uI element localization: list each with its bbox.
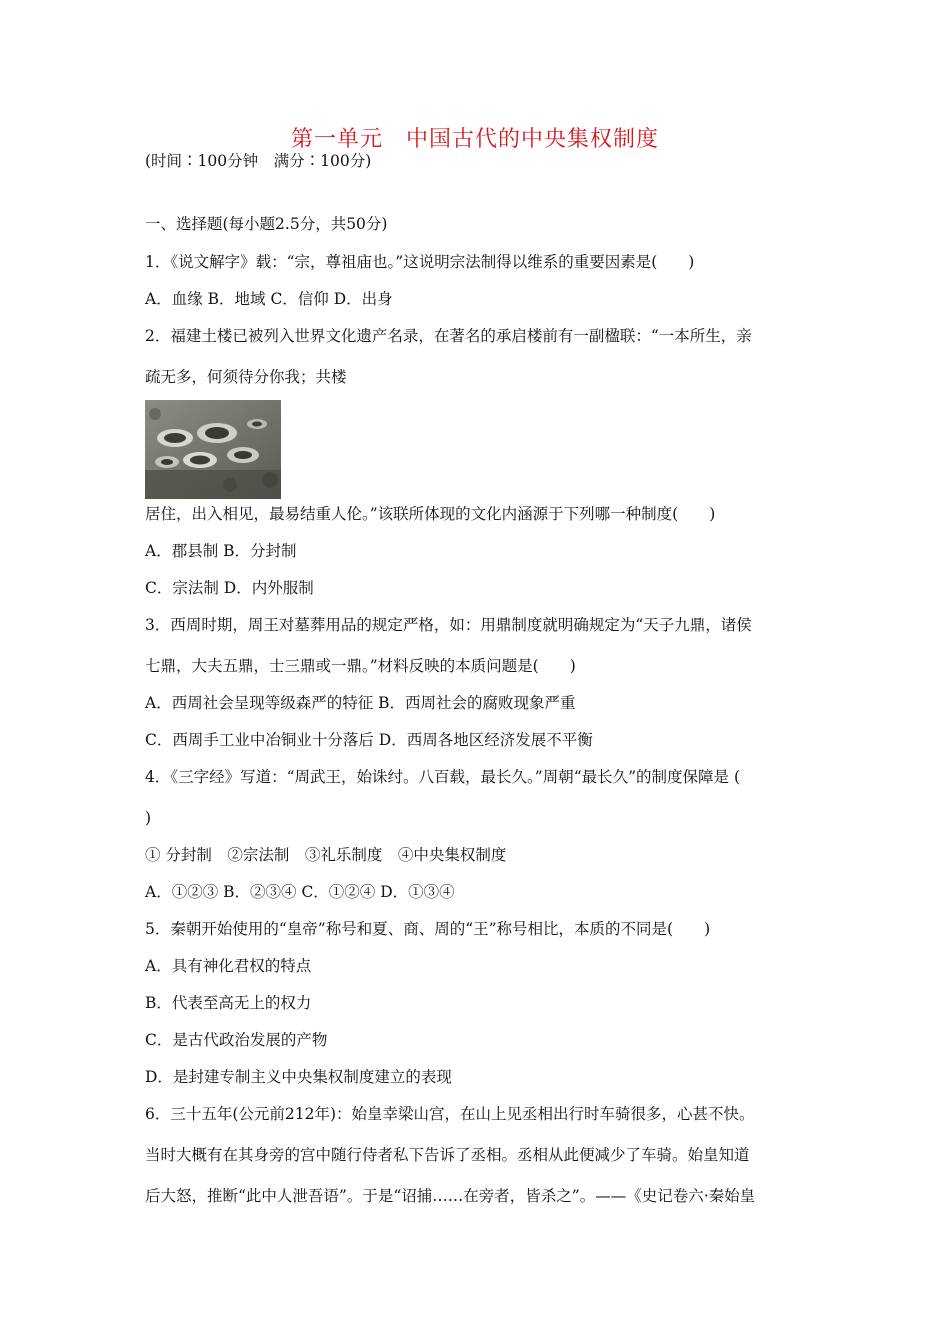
q6-stem-line3: 后大怒，推断“此中人泄吾语”。于是“诏捕……在旁者，皆杀之”。——《史记卷六·秦始皇 [145,1187,756,1205]
q4-stem-line1: 4．《三字经》写道：“周武王，始诛纣。八百载，最长久。”周朝“最长久”的制度保障是 ( [145,768,741,786]
q3-options-line2: C．西周手工业中冶铜业十分落后 D．西周各地区经济发展不平衡 [145,731,593,749]
q2-stem-line1: 2．福建土楼已被列入世界文化遗产名录，在著名的承启楼前有一副楹联：“一本所生，亲 [145,327,752,345]
q5-option-d: D．是封建专制主义中央集权制度建立的表现 [145,1068,452,1086]
q3-stem-line1: 3．西周时期，周王对墓葬用品的规定严格，如：用鼎制度就明确规定为“天子九鼎，诸侯 [145,616,752,634]
q3-stem-line2: 七鼎，大夫五鼎，士三鼎或一鼎。”材料反映的本质问题是( ) [145,657,576,675]
q5-option-b: B．代表至高无上的权力 [145,994,312,1012]
tulou-photo [145,400,281,499]
q3-options-line1: A．西周社会呈现等级森严的特征 B．西周社会的腐败现象严重 [145,694,576,712]
q4-options: A．①②③ B．②③④ C．①②④ D．①③④ [145,883,455,901]
q6-stem-line1: 6．三十五年(公元前212年)：始皇幸梁山宫，在山上见丞相出行时车骑很多，心甚不快。 [145,1105,755,1123]
q2-options-line1: A．郡县制 B．分封制 [145,542,297,560]
section-heading: 一、选择题(每小题2.5分，共50分) [145,215,388,233]
q1-stem: 1．《说文解字》载：“宗，尊祖庙也。”这说明宗法制得以维系的重要因素是( ) [145,253,695,271]
q2-stem-line3: 居住，出入相见，最易结重人伦。”该联所体现的文化内涵源于下列哪一种制度( ) [145,505,716,523]
q4-items: ① 分封制 ②宗法制 ③礼乐制度 ④中央集权制度 [145,846,507,864]
q5-stem: 5．秦朝开始使用的“皇帝”称号和夏、商、周的“王”称号相比，本质的不同是( ) [145,920,711,938]
q2-stem-line2: 疏无多，何须待分你我；共楼 [145,368,347,386]
q5-option-a: A．具有神化君权的特点 [145,957,312,975]
q4-stem-line2: ) [145,809,152,827]
q6-stem-line2: 当时大概有在其身旁的宫中随行侍者私下告诉了丞相。丞相从此便减少了车骑。始皇知道 [145,1146,750,1164]
exam-meta: (时间∶100分钟 满分∶100分) [145,152,372,170]
q5-option-c: C．是古代政治发展的产物 [145,1031,328,1049]
q1-options: A．血缘 B．地域 C．信仰 D．出身 [145,290,393,308]
document-title: 第一单元 中国古代的中央集权制度 [290,127,659,152]
q2-options-line2: C．宗法制 D．内外服制 [145,579,314,597]
